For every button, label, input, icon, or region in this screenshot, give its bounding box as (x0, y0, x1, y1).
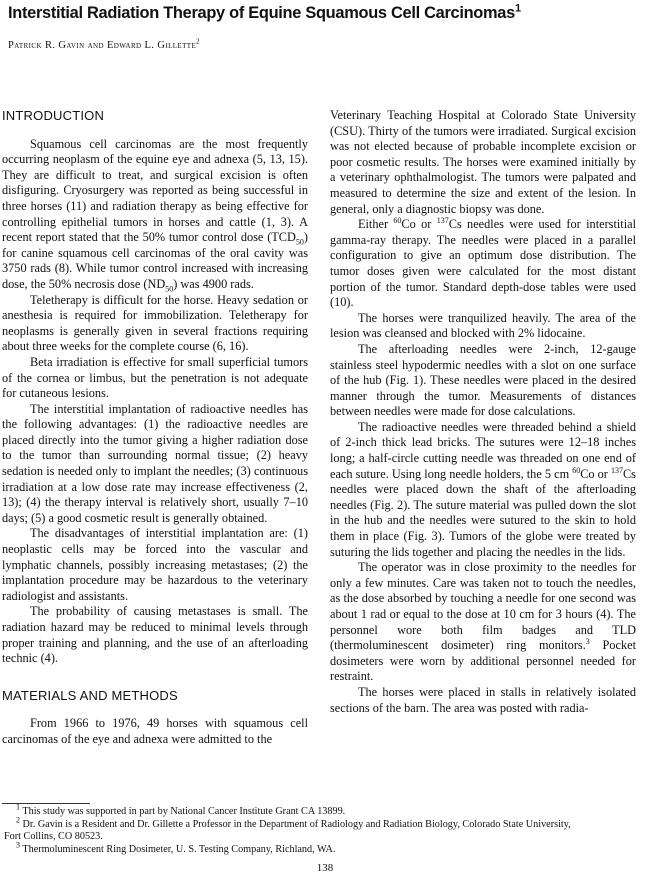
intro-paragraph-5: The disadvantages of interstitial implantation are: (1) neoplastic cells may be forced into the vascular and lymphatic channels, possibly increasing metastases; (2) the implantation procedure may be hazardous to the veterinary radiologist and assistants. (2, 526, 308, 603)
methods-paragraph-2 (330, 217, 636, 311)
methods-paragraph-3: The horses were tranquilized heavily. The area of the lesion was cleansed and blocked with 2% lidocaine. (330, 310, 636, 341)
footnote-2-text: Dr. Gavin is a Resident and Dr. Gillette a Professor in the Department of Radiology and Radiation Biology, Colorado State University, (22, 818, 571, 830)
methods-heading: MATERIALS AND METHODS (2, 687, 178, 703)
footnote-2 (2, 815, 638, 832)
intro-paragraph-1 (2, 137, 308, 293)
footnote-3 (2, 840, 638, 857)
footnote-marker-3: 3 (585, 637, 590, 647)
footnote-1-text: This study was supported in part by National Cancer Institute Grant CA 13899. (22, 806, 346, 817)
intro-paragraph-2: Teletherapy is difficult for the horse. Heavy sedation or anesthesia is required for immobilization. Teletherapy for neoplasms is generally given in several fractions requiring about three weeks for the complete course (6, 16). (2, 292, 308, 354)
intro-paragraph-6: The probability of causing metastases is small. The radiation hazard may be reduced to minimal levels through proper training and planning, and the use of an afterloading technic (4). (2, 604, 308, 666)
footnote-3-text: Thermoluminescent Ring Dosimeter, U. S. Testing Company, Richland, WA. (22, 843, 336, 855)
intro-p1-text-c: ) was 4900 rads. (173, 276, 254, 291)
methods-paragraph-5 (330, 420, 636, 560)
methods-p5-text-a: The radioactive needles were threaded behind a shield of 2-inch thick lead bricks. The sutures were 12–18 inches long; a half-circle cutting needle was threaded on one end of each suture. Using long needle holders, the 5 cm (330, 419, 636, 481)
intro-paragraph-3: Beta irradiation is effective for small superficial tumors of the cornea or limbus, but the penetration is not adequate for cutaneous lesions. (2, 354, 308, 401)
footnotes (2, 802, 638, 856)
methods-paragraph-1: From 1966 to 1976, 49 horses with squamous cell carcinomas of the eye and adnexa were admitted to the (2, 716, 308, 746)
intro-p1-text-a: Squamous cell carcinomas are the most frequently occurring neoplasm of the equine eye and adnexa (5, 13, 15). They are difficult to treat, and surgical excision is often disfiguring. Cryosurgery was reported as being successful in three horses (11) and radiation therapy as being effective for controlling epithelial tumors in horses and cattle (1, 3). A recent report stated that the 50% tumor control dose (TCD (2, 136, 308, 245)
author-names: Patrick R. Gavin and Edward L. Gillette (8, 40, 197, 51)
isotope-mass-cesium: 137 (610, 465, 623, 475)
author-line (8, 37, 201, 51)
isotope-mass-cesium: 137 (436, 216, 449, 226)
intro-paragraph-4: The interstitial implantation of radioactive needles has the following advantages: (1) the radioactive needles are placed directly into the tumor giving a higher radiation dose to the tumor than surrounding normal tissue; (2) heavy sedation is needed only to implant the needles; (3) continuous irradiation at a low dose rate may increase effectiveness (2, 13); (4) the therapy interval is relatively short, usually 7–10 days; (5) a good cosmetic result is generally obtained. (2, 401, 308, 525)
methods-paragraph-4: The afterloading needles were 2-inch, 12-gauge stainless steel hypodermic needles with a slot on one surface of the hub (Fig. 1). These needles were placed in the desired manner through the tumor. Measurements of distances between needles were made for dose calculations. (330, 341, 636, 419)
subscript-50: 50 (295, 237, 304, 247)
methods-p6-text-a: The operator was in close proximity to the needles for only a few minutes. Care was taken not to touch the needles, as the dose absorbed by touching a needle for one second was about 1 rad or equal to the dose at 10 cm for 3 hours (4). The personnel wore both film badges and TLD (thermoluminescent dosimeter) ring monitors. (330, 560, 636, 653)
left-column (2, 108, 308, 748)
methods-p5-text-b: Co or (580, 466, 611, 481)
footnote-2-continued: Fort Collins, CO 80523. (4, 831, 103, 843)
title-footnote-marker: 1 (514, 2, 521, 15)
footnote-2-number: 2 (16, 815, 20, 825)
isotope-mass-cobalt: 60 (393, 216, 402, 226)
page-number: 138 (316, 862, 334, 874)
author-footnote-marker: 2 (196, 37, 201, 46)
methods-p6-text-b: Pocket dosimeters were worn by additional personnel needed for restraint. (330, 638, 636, 684)
methods-p2-text-b: Co or (401, 217, 437, 232)
title-text: Interstitial Radiation Therapy of Equine Squamous Cell Carcinomas (8, 4, 515, 22)
right-column (330, 108, 636, 716)
methods-p2-text-a: Either (358, 217, 394, 232)
methods-paragraph-6 (330, 560, 636, 685)
intro-p1-text-b: ) for canine squamous cell carcinomas of the oral cavity was 3750 rads (8). While tumor control increased with increasing dose, the 50% necrosis dose (ND (2, 230, 308, 291)
methods-paragraph-7: The horses were placed in stalls in relatively isolated sections of the barn. The area was posted with radia- (330, 684, 636, 715)
methods-paragraph-1-continued: Veterinary Teaching Hospital at Colorado State University (CSU). Thirty of the tumors were irradiated. Surgical excision was not elected because of probable incomplete excision or poor cosmetic results. The horses were examined initially by a veterinary ophthalmologist. The tumors were palpated and measured to determine the size and extent of the lesion. In general, only a diagnostic biopsy was done. (330, 108, 636, 216)
footnote-1-number: 1 (16, 802, 20, 812)
methods-p5-text-c: Cs needles were placed down the shaft of the afterloading needles (Fig. 2). The suture material was pulled down the slot in the hub and the needles were sutured to the skin to hold them in place (Fig. 3). Tumors of the globe were treated by suturing the lids together and placing the needles in the lids. (330, 466, 636, 559)
introduction-heading: INTRODUCTION (2, 108, 105, 123)
isotope-mass-cobalt: 60 (572, 465, 581, 475)
methods-p2-text-c: Cs needles were used for interstitial gamma-ray therapy. The needles were placed in a parallel configuration to give an optimum dose distribution. The tumor doses given were calculated for the most distant portion of the tumor. Standard depth-dose tables were used (10). (330, 217, 636, 310)
article-title (8, 4, 644, 23)
footnote-1 (2, 802, 638, 819)
subscript-50: 50 (165, 284, 174, 294)
footnote-3-number: 3 (16, 840, 20, 850)
